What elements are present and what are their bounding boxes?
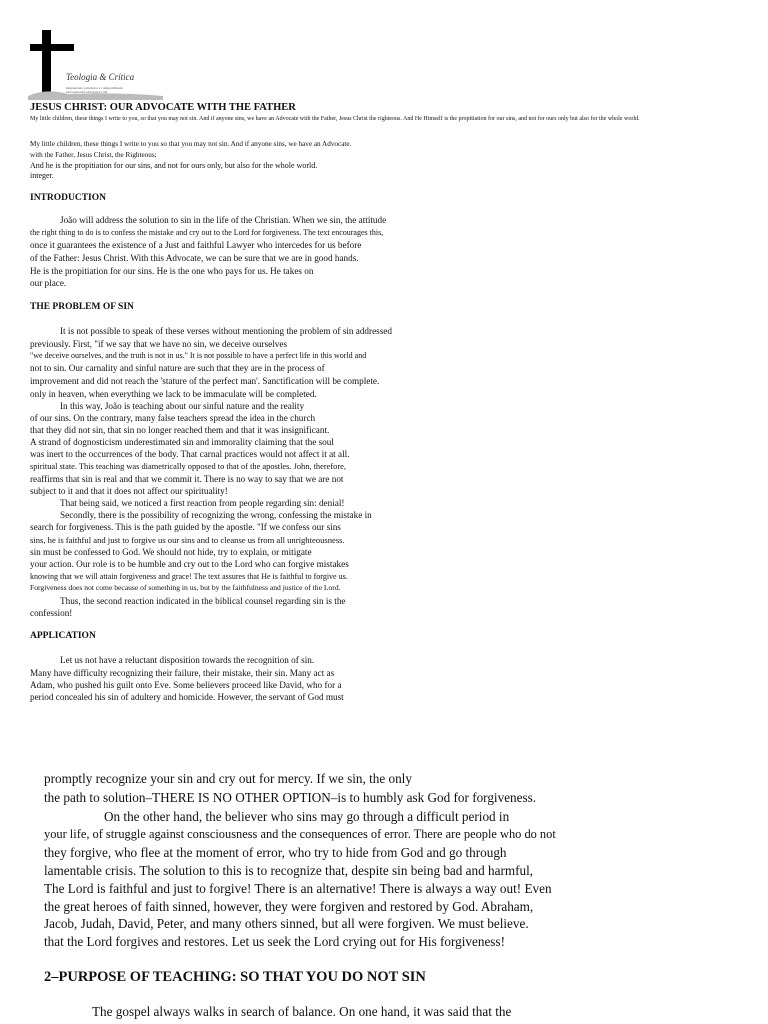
text-line: that they did not sin, that sin no longer reached them and that it was insignificant. bbox=[30, 425, 330, 435]
logo-subtitle bbox=[66, 86, 123, 94]
text-line: He is the propitiation for our sins. He is the one who pays for us. He takes on bbox=[30, 266, 314, 276]
text-line: And he is the propitiation for our sins, and not for ours only, but also for the whole world. bbox=[30, 161, 318, 170]
text-line: João will address the solution to sin in the life of the Christian. When we sin, the attitude bbox=[60, 215, 387, 225]
text-line: sin must be confessed to God. We should not hide, try to explain, or mitigate bbox=[30, 547, 312, 557]
section-heading-problem-of-sin: THE PROBLEM OF SIN bbox=[30, 302, 134, 312]
text-line: once it guarantees the existence of a Just and faithful Lawyer who intercedes for us before bbox=[30, 240, 362, 250]
text-line: your life, of struggle against consciousness and the consequences of error. There are people who do not bbox=[44, 827, 556, 841]
text-line: the great heroes of faith sinned, however, they were forgiven and restored by God. Abraham, bbox=[44, 899, 534, 914]
logo-url: teologiaecritica.blogspot.com bbox=[66, 90, 108, 94]
text-line: the right thing to do is to confess the mistake and cry out to the Lord for forgiveness. The text encourages this, bbox=[30, 228, 384, 237]
text-line: "we deceive ourselves, and the truth is not in us." It is not possible to have a perfect life in this world and bbox=[30, 351, 367, 360]
text-line: your action. Our role is to be humble and cry out to the Lord who can forgive mistakes bbox=[30, 559, 349, 569]
text-line: My little children, these things I write to you so that you may not sin. And if anyone sins, we have an Advocate. bbox=[30, 140, 352, 148]
text-line: the path to solution–THERE IS NO OTHER OPTION–is to humbly ask God for forgiveness. bbox=[44, 790, 537, 805]
text-line: previously. First, "if we say that we have no sin, we deceive ourselves bbox=[30, 339, 288, 349]
section-heading-purpose: 2–PURPOSE OF TEACHING: SO THAT YOU DO NOT SIN bbox=[44, 969, 426, 985]
text-line: improvement and did not reach the 'stature of the perfect man'. Sanctification will be complete. bbox=[30, 376, 380, 386]
text-line: Forgiveness does not come because of something in us, but by the faithfulness and justice of the Lord. bbox=[30, 583, 341, 592]
text-line: knowing that we will attain forgiveness and grace! The text assures that He is faithful to forgive us. bbox=[30, 572, 348, 581]
scripture-quote: My little children, these things I write to you, so that you may not sin. And if anyone sins, we have an Advocate with the Father, Jesus Christ the righteous. And He Himself is the propitiation for our sins, and not for ours only but also for the whole world. bbox=[30, 116, 640, 122]
text-line: Adam, who pushed his guilt onto Eve. Some believers proceed like David, who for a bbox=[30, 680, 342, 690]
text-line: On the other hand, the believer who sins may go through a difficult period in bbox=[104, 809, 510, 824]
text-line: spiritual state. This teaching was diametrically opposed to that of the apostles. John, therefore, bbox=[30, 462, 346, 471]
text-line: confession! bbox=[30, 608, 73, 618]
text-line: Many have difficulty recognizing their failure, their mistake, their sin. Many act as bbox=[30, 668, 335, 678]
text-line: That being said, we noticed a first reaction from people regarding sin: denial! bbox=[60, 498, 345, 508]
text-line: integer. bbox=[30, 171, 54, 180]
text-line: our place. bbox=[30, 278, 67, 288]
text-line: of the Father: Jesus Christ. With this Advocate, we can be sure that we are in good hands. bbox=[30, 253, 359, 263]
text-line: The gospel always walks in search of balance. On one hand, it was said that the bbox=[92, 1004, 512, 1019]
text-line: Jacob, Judah, David, Peter, and many others sinned, but all were forgiven. We must believe. bbox=[44, 916, 529, 931]
text-line: A strand of dognosticism underestimated sin and immorality claiming that the soul bbox=[30, 437, 334, 447]
text-line: search for forgiveness. This is the path guided by the apostle. "If we confess our sins bbox=[30, 522, 341, 532]
text-line: was inert to the occurrences of the body. That carnal practices would not affect it at all. bbox=[30, 449, 350, 459]
text-line: with the Father, Jesus Christ, the Righteous; bbox=[30, 151, 157, 159]
text-line: Let us not have a reluctant disposition towards the recognition of sin. bbox=[60, 655, 315, 665]
text-line: subject to it and that it does not affect our spirituality! bbox=[30, 486, 228, 496]
text-line: of our sins. On the contrary, many false teachers spread the idea in the church bbox=[30, 413, 316, 423]
document-title: JESUS CHRIST: OUR ADVOCATE WITH THE FATHER bbox=[30, 102, 296, 113]
text-line: Secondly, there is the possibility of recognizing the wrong, confessing the mistake in bbox=[60, 510, 372, 520]
text-line: lamentable crisis. The solution to this is to recognize that, despite sin being bad and harmful, bbox=[44, 863, 534, 878]
text-line: reaffirms that sin is real and that we commit it. There is no way to say that we are not bbox=[30, 474, 344, 484]
text-line: not to sin. Our carnality and sinful nature are such that they are in the process of bbox=[30, 363, 325, 373]
logo-title: Teologia & Crítica bbox=[66, 72, 135, 82]
section-heading-introduction: INTRODUCTION bbox=[30, 193, 107, 203]
text-line: Thus, the second reaction indicated in the biblical counsel regarding sin is the bbox=[60, 596, 346, 606]
text-line: It is not possible to speak of these verses without mentioning the problem of sin addressed bbox=[60, 326, 392, 336]
text-line: only in heaven, when everything we lack to be immaculate will be completed. bbox=[30, 389, 317, 399]
text-line: period concealed his sin of adultery and homicide. However, the servant of God must bbox=[30, 692, 344, 702]
text-line: sins, he is faithful and just to forgive us our sins and to cleanse us from all unrighteousness. bbox=[30, 535, 345, 545]
logo-subtitle-line: Defendendo princípios e compartilhando bbox=[66, 86, 124, 90]
section-heading-application: APPLICATION bbox=[30, 631, 96, 641]
text-line: promptly recognize your sin and cry out for mercy. If we sin, the only bbox=[44, 771, 412, 786]
text-line: The Lord is faithful and just to forgive! There is an alternative! There is always a way out! Even bbox=[44, 881, 552, 896]
text-line: that the Lord forgives and restores. Let us seek the Lord crying out for His forgiveness! bbox=[44, 934, 505, 949]
text-line: In this way, João is teaching about our sinful nature and the reality bbox=[60, 401, 305, 411]
text-line: they forgive, who flee at the moment of error, who try to hide from God and go through bbox=[44, 845, 507, 860]
